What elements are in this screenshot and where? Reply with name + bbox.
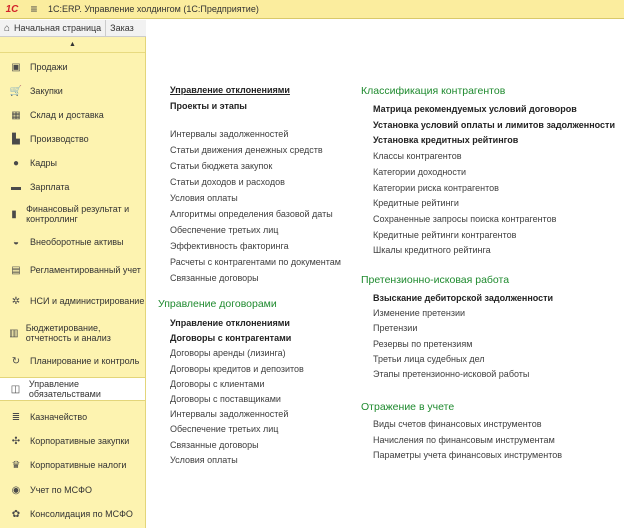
tab-home[interactable]	[0, 20, 106, 37]
calculator-icon: ▥	[9, 327, 19, 339]
nav-link[interactable]: Договоры с поставщиками	[170, 394, 281, 404]
document-icon: ▤	[11, 264, 21, 276]
sidebar-item-label: Бюджетирование, отчетность и анализ	[25, 323, 111, 343]
nav-link[interactable]: Связанные договоры	[170, 439, 259, 450]
nav-link[interactable]: Третьи лица судебных дел	[373, 353, 485, 364]
sidebar-item[interactable]	[0, 405, 145, 429]
nav-link[interactable]: Обеспечение третьих лиц	[170, 225, 279, 235]
section-content	[146, 37, 624, 528]
sidebar-item[interactable]	[0, 258, 145, 282]
tab-bar	[0, 20, 146, 37]
sidebar-item[interactable]	[0, 55, 145, 79]
nav-link[interactable]: Взыскание дебиторской задолженности	[373, 293, 554, 303]
hamburger-menu-icon[interactable]: ≡	[30, 2, 38, 16]
sidebar-item[interactable]	[0, 478, 145, 502]
sidebar-item[interactable]	[0, 103, 145, 127]
coins-icon: ≣	[11, 411, 21, 423]
nav-link[interactable]: Интервалы задолженностей	[170, 129, 289, 139]
nav-link[interactable]: Условия оплаты	[170, 193, 238, 203]
sidebar-item[interactable]	[0, 377, 145, 401]
sidebar-item[interactable]	[0, 289, 145, 313]
sidebar-item[interactable]	[0, 321, 145, 345]
tab-second[interactable]: Заказ	[110, 23, 134, 33]
sidebar-item[interactable]	[0, 175, 145, 199]
obligations-icon: ◫	[10, 383, 21, 395]
nav-link[interactable]: Связанные договоры	[170, 273, 259, 283]
sidebar-item-label: Производство	[30, 134, 89, 144]
ifrs-icon: ◉	[11, 484, 21, 496]
sidebar-item-label: Казначейство	[30, 412, 88, 422]
sidebar-item-label: Консолидация по МСФО	[30, 509, 133, 519]
nav-link[interactable]: Виды счетов финансовых инструментов	[373, 419, 542, 429]
section-heading-accounting: Отражение в учете	[361, 401, 455, 413]
sidebar-item[interactable]	[0, 429, 145, 453]
sidebar-item-label: Продажи	[30, 62, 68, 72]
gift-icon: ✣	[11, 435, 21, 447]
sidebar-item[interactable]	[0, 502, 145, 526]
nav-link[interactable]: Расчеты с контрагентами по документам	[170, 257, 341, 267]
nav-link[interactable]: Статьи доходов и расходов	[170, 177, 285, 187]
nav-link[interactable]: Параметры учета финансовых инструментов	[373, 450, 563, 460]
sidebar-item-label: Регламентированный учет	[30, 265, 141, 275]
sidebar-item-label: Финансовый результат и контроллинг	[26, 204, 130, 224]
crown-icon: ♛	[11, 459, 21, 471]
nav-link[interactable]: Статьи движения денежных средств	[170, 145, 323, 155]
nav-link[interactable]: Претензии	[373, 323, 418, 334]
nav-link[interactable]: Управление отклонениями	[170, 318, 290, 328]
nav-link[interactable]: Договоры кредитов и депозитов	[170, 363, 304, 374]
nav-link[interactable]: Начисления по финансовым инструментам	[373, 434, 555, 445]
sidebar-item-label: Зарплата	[30, 182, 70, 192]
sidebar-item[interactable]	[0, 453, 145, 477]
sidebar-item-label: Управление обязательствами	[28, 379, 101, 399]
car-icon: ◒	[12, 236, 20, 248]
sidebar-item[interactable]	[0, 349, 145, 373]
sidebar-item-label: Корпоративные налоги	[30, 460, 127, 470]
section-heading-claims: Претензионно-исковая работа	[361, 274, 510, 286]
nav-link[interactable]: Этапы претензионно-исковой работы	[373, 369, 530, 379]
nav-link[interactable]: Интервалы задолженностей	[170, 409, 289, 420]
home-icon: ⌂	[4, 22, 11, 34]
gear-icon: ✲	[11, 295, 21, 307]
sidebar-item-label: Внеоборотные активы	[30, 237, 124, 247]
nav-link[interactable]: Статьи бюджета закупок	[170, 161, 273, 171]
nav-link[interactable]: Категории доходности	[373, 166, 466, 177]
person-icon: ●	[12, 157, 20, 169]
window-title: 1C:ERP. Управление холдингом (1С:Предприятие)	[48, 4, 259, 14]
bag-icon: ▣	[11, 61, 21, 73]
sidebar-item[interactable]	[0, 79, 145, 103]
nav-link[interactable]: Матрица рекомендуемых условий договоров	[373, 104, 577, 114]
app-logo: 1С	[5, 3, 19, 15]
sidebar-item[interactable]	[0, 127, 145, 151]
tab-home-label: Начальная страница	[14, 23, 102, 33]
nav-link[interactable]: Категории риска контрагентов	[373, 182, 499, 193]
nav-link[interactable]: Проекты и этапы	[170, 101, 247, 111]
section-heading-contracts: Управление договорами	[158, 298, 277, 310]
sidebar-item-label: Корпоративные закупки	[30, 436, 130, 446]
nav-link[interactable]: Алгоритмы определения базовой даты	[170, 209, 333, 219]
nav-link[interactable]: Кредитные рейтинги	[373, 198, 459, 209]
nav-link[interactable]: Договоры аренды (лизинга)	[170, 348, 286, 359]
nav-link[interactable]: Эффективность факторинга	[170, 241, 289, 251]
nav-link[interactable]: Договоры с контрагентами	[170, 333, 292, 344]
section-heading-classification: Классификация контрагентов	[361, 85, 506, 97]
nav-link[interactable]: Обеспечение третьих лиц	[170, 424, 279, 435]
title-bar	[0, 0, 624, 19]
sidebar-item[interactable]	[0, 230, 145, 254]
nav-link[interactable]: Резервы по претензиям	[373, 338, 473, 349]
planning-icon: ↻	[11, 355, 21, 367]
sidebar-item-label: Планирование и контроль	[30, 356, 140, 366]
collapse-up-icon[interactable]: ▲	[0, 37, 145, 53]
nav-link[interactable]: Установка условий оплаты и лимитов задолженности	[373, 119, 615, 130]
sidebar-item-label: Учет по МСФО	[30, 485, 92, 495]
consolidation-icon: ✿	[11, 508, 21, 520]
nav-link[interactable]: Классы контрагентов	[373, 151, 462, 162]
sidebar-item-label: Кадры	[30, 158, 57, 168]
nav-link[interactable]: Шкалы кредитного рейтинга	[373, 245, 491, 256]
sidebar-item[interactable]	[0, 202, 145, 226]
cart-icon: 🛒	[9, 85, 23, 97]
sidebar-item-label: Закупки	[30, 86, 63, 96]
nav-link[interactable]: Изменение претензии	[373, 308, 466, 319]
nav-link[interactable]: Сохраненные запросы поиска контрагентов	[373, 213, 557, 224]
sidebar-item-label: НСИ и администрирование	[30, 296, 145, 306]
nav-link[interactable]: Кредитные рейтинги контрагентов	[373, 229, 517, 240]
warehouse-icon: ▦	[11, 109, 21, 121]
wallet-icon: ▬	[11, 181, 21, 193]
nav-link[interactable]: Управление отклонениями	[170, 85, 290, 95]
sidebar-item[interactable]	[0, 151, 145, 175]
sections-sidebar	[0, 37, 146, 528]
sidebar-item-label: Склад и доставка	[30, 110, 104, 120]
chart-icon: ▮	[11, 208, 17, 220]
nav-link[interactable]: Условия оплаты	[170, 454, 238, 465]
factory-icon: ▙	[12, 133, 20, 145]
nav-link[interactable]: Договоры с клиентами	[170, 378, 265, 389]
nav-link[interactable]: Установка кредитных рейтингов	[373, 135, 519, 146]
